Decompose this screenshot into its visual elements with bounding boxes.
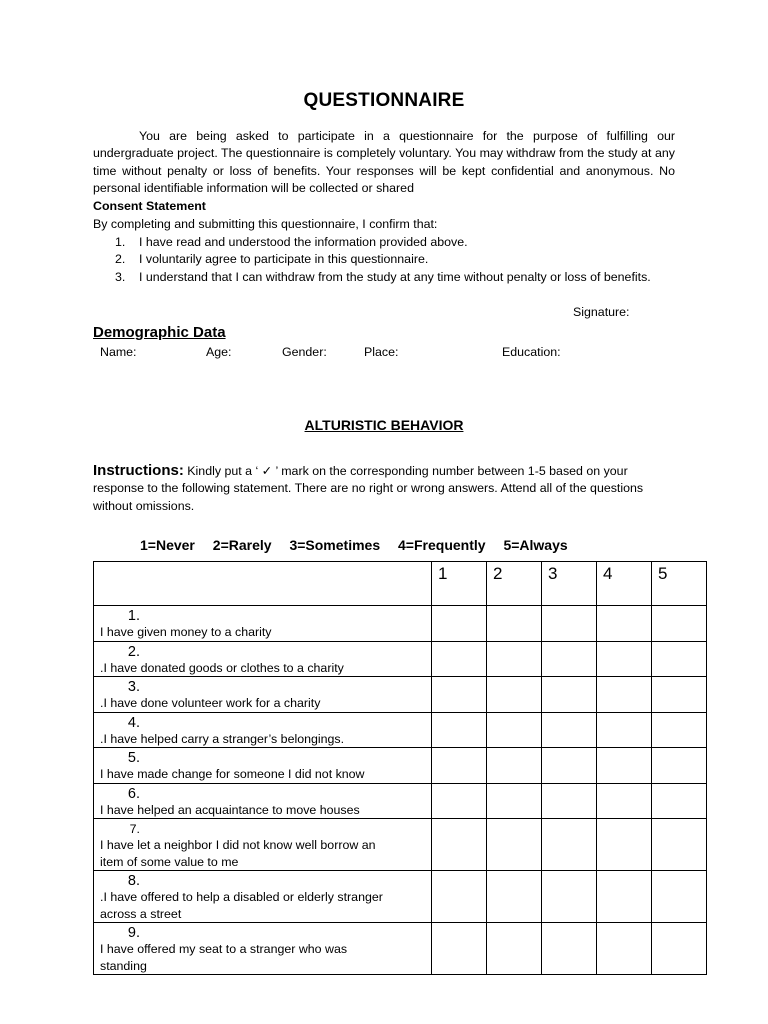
header-col-5: 5 [652,562,707,606]
table-row [94,819,707,871]
rating-cell-1[interactable] [432,748,487,784]
question-cell [94,871,432,923]
rating-cell-5[interactable] [652,712,707,748]
question-number: 3. [127,679,140,695]
header-col-3: 3 [542,562,597,606]
question-number: 4. [127,714,140,731]
survey-table [93,561,707,975]
instructions [93,462,675,515]
question-text: I have made change for someone I did not know [100,767,365,781]
question-text: .I have donated goods or clothes to a charity [100,660,344,675]
scale-item: 4=Frequently [398,537,486,553]
rating-cell-2[interactable] [487,819,542,871]
scale-item: 2=Rarely [212,537,272,553]
rating-cell-4[interactable] [597,606,652,642]
rating-cell-5[interactable] [652,641,707,677]
question-cell [94,748,432,784]
rating-cell-4[interactable] [597,748,652,784]
rating-cell-2[interactable] [487,712,542,748]
rating-cell-2[interactable] [487,748,542,784]
rating-cell-3[interactable] [542,606,597,642]
rating-cell-5[interactable] [652,677,707,713]
section-heading: ALTURISTIC BEHAVIOR [304,417,464,433]
question-text: .I have done volunteer work for a charity [100,696,321,710]
question-number: 5. [127,750,140,766]
education-field[interactable]: Education: [502,345,561,359]
table-row [94,783,707,819]
question-number: 2. [127,643,140,660]
rating-cell-1[interactable] [432,819,487,871]
rating-cell-1[interactable] [432,783,487,819]
rating-cell-5[interactable] [652,748,707,784]
rating-cell-5[interactable] [652,606,707,642]
table-row [94,871,707,923]
question-number: 1. [127,608,140,624]
question-number: 7. [129,822,140,836]
rating-cell-1[interactable] [432,712,487,748]
rating-cell-1[interactable] [432,923,487,975]
rating-cell-2[interactable] [487,783,542,819]
rating-cell-4[interactable] [597,641,652,677]
consent-item-text: I have read and understood the information provided above. [139,235,468,249]
gender-field[interactable]: Gender: [282,345,327,359]
table-header-row [94,562,707,606]
question-text: I have helped an acquaintance to move houses [100,802,360,817]
rating-cell-3[interactable] [542,783,597,819]
rating-cell-1[interactable] [432,871,487,923]
header-col-1: 1 [432,562,487,606]
rating-cell-4[interactable] [597,677,652,713]
question-cell [94,712,432,748]
scale-item: 5=Always [503,537,568,553]
question-cell [94,641,432,677]
name-field[interactable]: Name: [100,345,137,359]
question-cell [94,677,432,713]
question-number: 8. [127,873,140,889]
rating-cell-3[interactable] [542,748,597,784]
rating-cell-3[interactable] [542,641,597,677]
consent-item [93,251,675,268]
rating-cell-3[interactable] [542,819,597,871]
rating-cell-3[interactable] [542,677,597,713]
rating-cell-1[interactable] [432,606,487,642]
consent-item-number: 2. [115,252,126,267]
rating-cell-5[interactable] [652,923,707,975]
consent-item-number: 1. [115,235,126,249]
question-text: I have let a neighbor I did not know well borrow an item of some value to me [100,838,376,869]
rating-cell-3[interactable] [542,923,597,975]
consent-item-text: I voluntarily agree to participate in this questionnaire. [139,252,429,267]
question-text: .I have helped carry a stranger’s belongings. [100,731,345,746]
consent-item-number: 3. [115,269,126,284]
table-row [94,748,707,784]
rating-cell-2[interactable] [487,923,542,975]
question-cell [94,606,432,642]
rating-cell-5[interactable] [652,819,707,871]
table-row [94,923,707,975]
rating-cell-2[interactable] [487,606,542,642]
signature-field[interactable]: Signature: [573,305,630,319]
rating-scale-legend [140,537,582,553]
demographic-heading: Demographic Data [93,324,226,341]
rating-cell-5[interactable] [652,783,707,819]
rating-cell-4[interactable] [597,712,652,748]
rating-cell-2[interactable] [487,871,542,923]
table-row [94,606,707,642]
consent-item [93,269,675,286]
question-text: .I have offered to help a disabled or elderly stranger across a street [100,890,383,921]
consent-item [93,234,675,251]
rating-cell-1[interactable] [432,677,487,713]
question-text: I have offered my seat to a stranger who was standing [100,942,348,973]
question-cell [94,819,432,871]
question-number: 6. [127,785,140,802]
consent-item-text: I understand that I can withdraw from the study at any time without penalty or loss of benefits. [139,269,651,284]
header-col-4: 4 [597,562,652,606]
question-number: 9. [127,925,140,941]
consent-heading: Consent Statement [93,199,206,213]
table-row [94,641,707,677]
question-cell [94,923,432,975]
table-row [94,712,707,748]
rating-cell-4[interactable] [597,783,652,819]
question-text: I have given money to a charity [100,625,272,639]
question-cell [94,783,432,819]
rating-cell-4[interactable] [597,819,652,871]
rating-cell-2[interactable] [487,677,542,713]
rating-cell-2[interactable] [487,641,542,677]
rating-cell-4[interactable] [597,871,652,923]
header-blank-cell [94,562,432,606]
table-row [94,677,707,713]
instructions-text: Kindly put a ‘ ✓ ’ mark on the corresponding number between 1-5 based on your response to the following statement. There are no right or wrong answers. Attend all of the questions without omissions. [93,464,644,513]
instructions-label: Instructions: [93,462,184,479]
scale-item: 3=Sometimes [289,537,381,553]
rating-cell-5[interactable] [652,871,707,923]
intro-paragraph: You are being asked to participate in a questionnaire for the purpose of fulfilling our undergraduate project. The questionnaire is completely voluntary. You may withdraw from the study at any time without penalty or loss of benefits. Your responses will be kept confidential and anonymous. No personal identifiable information will be collected or shared [93,129,675,196]
place-field[interactable]: Place: [364,345,399,359]
rating-cell-4[interactable] [597,923,652,975]
rating-cell-3[interactable] [542,871,597,923]
scale-item: 1=Never [140,537,195,553]
consent-list [93,234,675,286]
consent-lead: By completing and submitting this questionnaire, I confirm that: [93,217,438,231]
rating-cell-3[interactable] [542,712,597,748]
age-field[interactable]: Age: [206,345,232,359]
page-title: QUESTIONNAIRE [303,90,465,111]
rating-cell-1[interactable] [432,641,487,677]
header-col-2: 2 [487,562,542,606]
